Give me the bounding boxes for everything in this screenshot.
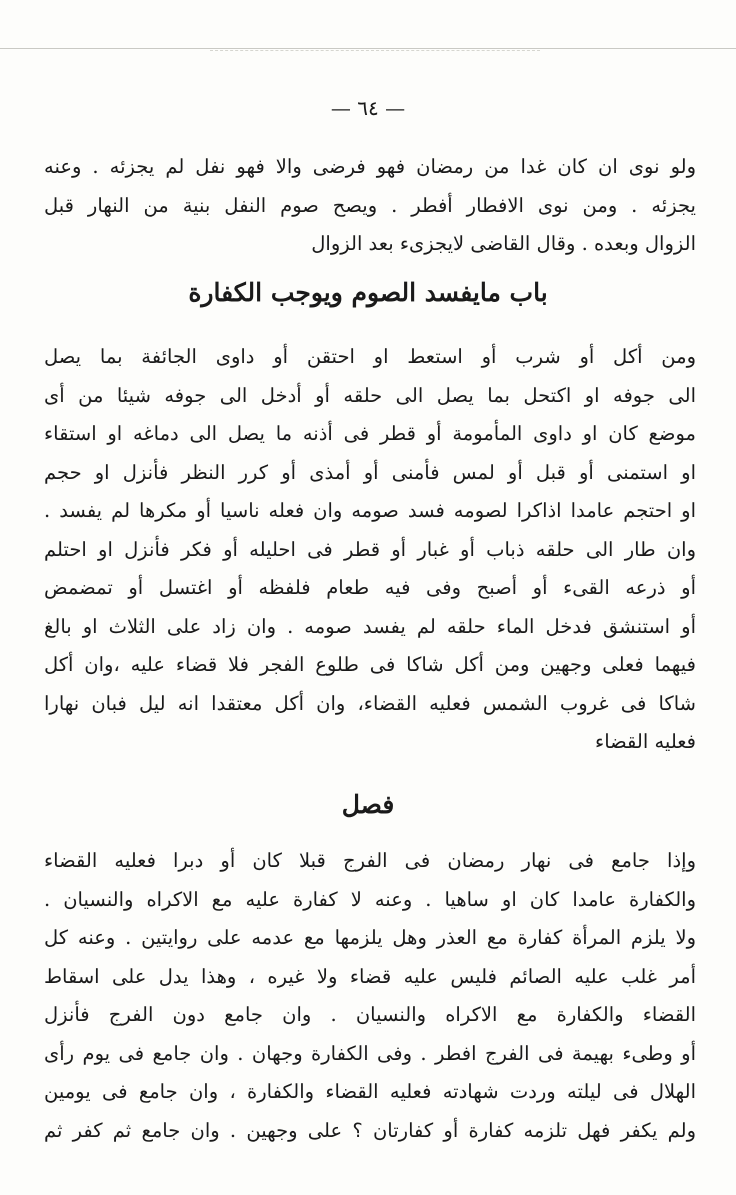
text-line: وان طار الى حلقه ذباب أو غبار أو قطر فى احليله أو فكر فأنزل او احتلم (44, 537, 696, 561)
text-line: القضاء والكفارة مع الاكراه والنسيان . وان جامع دون الفرج فأنزل (44, 1003, 696, 1026)
text-line: والكفارة عامدا كان او ساهيا . وعنه لا كفارة عليه مع الاكراه والنسيان . (44, 887, 696, 911)
text-line: موضع كان او داوى المأمومة أو قطر فى أذنه ما يصل الى دماغه او استقاء (44, 422, 696, 445)
text-line: وإذا جامع فى نهار رمضان فى الفرج قبلا كان أو دبرا فعليه القضاء (44, 849, 696, 872)
top-rule (0, 48, 736, 49)
text-line: أمر غلب عليه الصائم فليس عليه قضاء ولا غيره ، وهذا يدل على اسقاط (44, 964, 696, 988)
top-rule-dashed (210, 50, 540, 51)
text-line: ولم يكفر فهل تلزمه كفارة أو كفارتان ؟ على وجهين . وان جامع ثم كفر ثم (44, 1118, 696, 1142)
text-line: أو وطىء بهيمة فى الفرج افطر . وفى الكفارة وجهان . وان جامع فى يوم رأى (44, 1041, 696, 1065)
text-line: ومن أكل أو شرب أو استعط او احتقن أو داوى الجائفة بما يصل (44, 345, 696, 368)
text-line: يجزئه . ومن نوى الافطار أفطر . ويصح صوم النفل بنية من النهار قبل (44, 193, 696, 217)
section-heading: فصل (341, 790, 395, 819)
page-number: — ٦٤ — (330, 96, 406, 120)
paragraph-chapter-body (44, 338, 696, 762)
text-line: ولا يلزم المرأة كفارة مع العذر وهل يلزمها مع عدمه على روايتين . وعنه كل (44, 926, 696, 949)
text-line: الزوال وبعده . وقال القاضى لايجزىء بعد الزوال (311, 232, 696, 255)
text-line: فعليه القضاء (595, 730, 696, 753)
text-line: أو ذرعه القىء أو أصبح وفى فيه طعام فلفظه أو اغتسل أو تمضمض (44, 576, 696, 599)
text-line: ولو نوى ان كان غدا من رمضان فهو فرضى والا فهو نفل لم يجزئه . وعنه (44, 155, 696, 178)
text-line: أو استنشق فدخل الماء حلقه لم يفسد صومه . وان زاد على الثلاث او بالغ (44, 614, 696, 638)
text-line: الى جوفه او اكتحل بما يصل الى حلقه أو أدخل الى جوفه شيئا من أى (44, 383, 696, 407)
text-line: فيهما فعلى وجهين ومن أكل شاكا فى طلوع الفجر فلا قضاء عليه ،وان أكل (44, 653, 696, 676)
text-line: او احتجم عامدا اذاكرا لصومه فسد صومه وان فعله ناسيا أو مكرها لم يفسد . (44, 499, 696, 522)
paragraph-intro (44, 148, 696, 264)
text-line: او استمنى أو قبل أو لمس فأمنى أو أمذى أو كرر النظر فأنزل او حجم (44, 460, 696, 484)
paragraph-section-body (44, 842, 696, 1150)
chapter-heading: باب مايفسد الصوم ويوجب الكفارة (188, 278, 548, 307)
text-line: شاكا فى غروب الشمس فعليه القضاء، وان أكل معتقدا انه ليل فبان نهارا (44, 691, 696, 715)
text-line: الهلال فى ليلته وردت شهادته فعليه القضاء والكفارة ، وان جامع فى يومين (44, 1080, 696, 1103)
